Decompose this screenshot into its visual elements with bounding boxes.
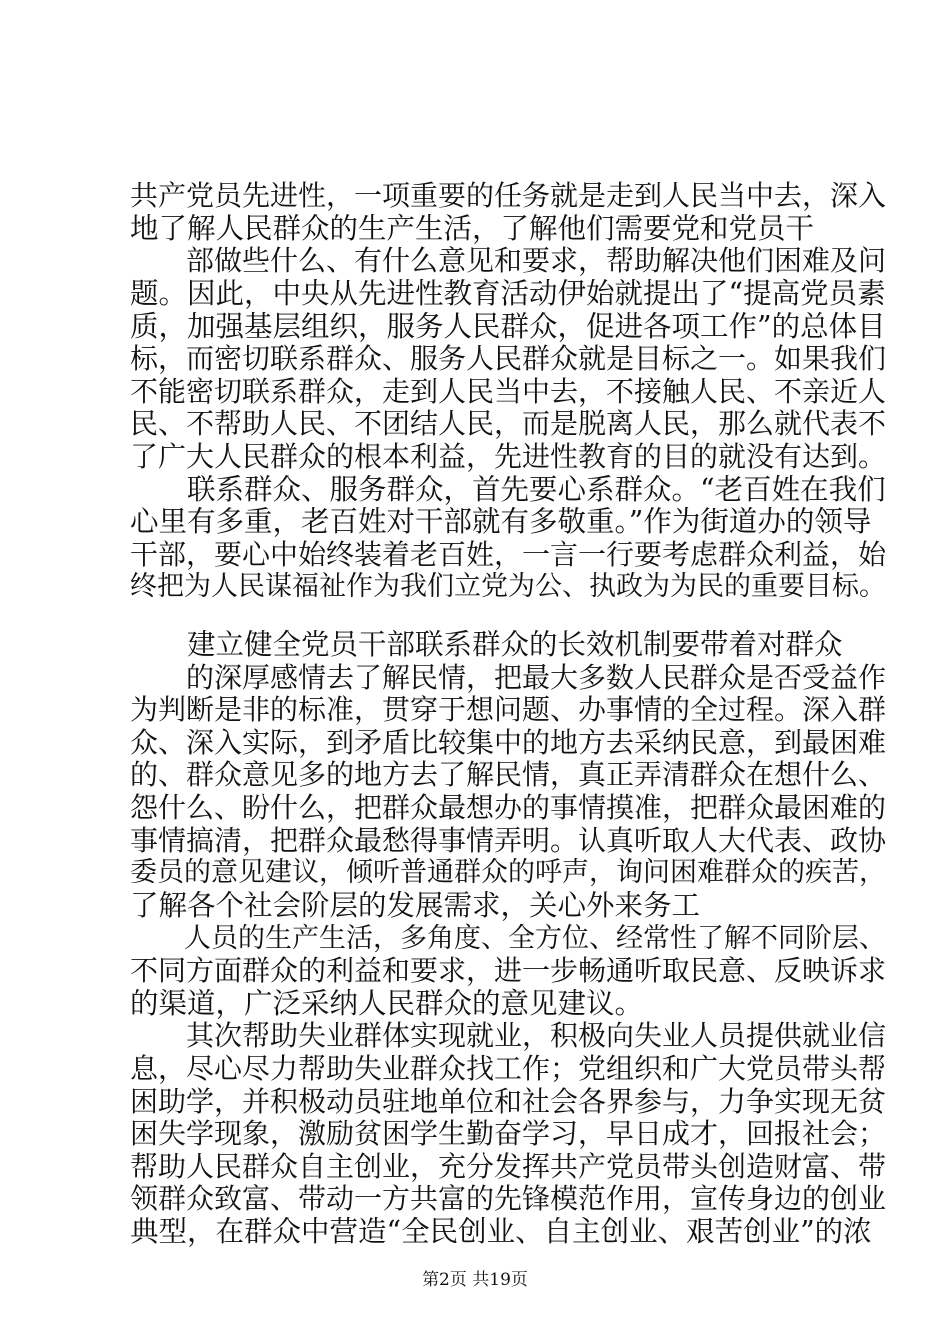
- text-line: 息，尽心尽力帮助失业群众找工作；党组织和广大党员带头帮: [130, 1051, 887, 1085]
- text-line: 不同方面群众的利益和要求，进一步畅通听取民意、反映诉求: [130, 954, 887, 988]
- text-line: 领群众致富、带动一方共富的先锋模范作用，宣传身边的创业: [130, 1182, 887, 1216]
- text-line: 众、深入实际，到矛盾比较集中的地方去采纳民意，到最困难: [130, 725, 887, 759]
- text-line: 其次帮助失业群体实现就业，积极向失业人员提供就业信: [130, 1019, 887, 1053]
- text-line: 帮助人民群众自主创业，充分发挥共产党员带头创造财富、带: [130, 1149, 887, 1183]
- text-line: 了解各个社会阶层的发展需求，关心外来务工: [130, 888, 701, 922]
- text-line: 委员的意见建议，倾听普通群众的呼声，询问困难群众的疾苦，: [130, 857, 886, 889]
- text-line: 民、不帮助人民、不团结人民，而是脱离人民，那么就代表不: [130, 407, 887, 441]
- text-line: 共产党员先进性，一项重要的任务就是走到人民当中去，深入: [130, 179, 887, 212]
- text-line: 干部，要心中始终装着老百姓，一言一行要考虑群众利益，始: [130, 537, 887, 571]
- text-line: 题。因此，中央从先进性教育活动伊始就提出了“提高党员素: [130, 276, 886, 310]
- text-line: 心里有多重，老百姓对干部就有多敬重。”作为街道办的领导: [130, 505, 872, 539]
- text-line: 人员的生产生活，多角度、全方位、经常性了解不同阶层、: [130, 922, 886, 954]
- text-line: 的深厚感情去了解民情，把最大多数人民群众是否受益作: [130, 660, 887, 694]
- text-line: 典型，在群众中营造“全民创业、自主创业、艰苦创业”的浓: [130, 1215, 872, 1248]
- text-line: 事情搞清，把群众最愁得事情弄明。认真听取人大代表、政协: [130, 823, 887, 857]
- text-line: 联系群众、服务群众，首先要心系群众。“老百姓在我们: [130, 472, 886, 506]
- text-line: 终把为人民谋福祉作为我们立党为公、执政为为民的重要目标。: [130, 571, 886, 603]
- text-line: 为判断是非的标准，贯穿于想问题、办事情的全过程。深入群: [130, 693, 887, 727]
- text-line: 建立健全党员干部联系群众的长效机制要带着对群众: [130, 628, 843, 661]
- text-line: 的、群众意见多的地方去了解民情，真正弄清群众在想什么、: [130, 758, 887, 792]
- text-line: 标，而密切联系群众、服务人民群众就是目标之一。如果我们: [130, 342, 887, 376]
- text-line: 部做些什么、有什么意见和要求，帮助解决他们困难及问: [130, 244, 887, 278]
- text-line: 质，加强基层组织，服务人民群众，促进各项工作”的总体目: [130, 309, 886, 343]
- text-line: 地了解人民群众的生产生活，了解他们需要党和党员干: [130, 211, 815, 245]
- text-line: 困助学，并积极动员驻地单位和社会各界参与，力争实现无贫: [130, 1084, 887, 1118]
- text-line: 困失学现象，激励贫困学生勤奋学习，早日成才，回报社会；: [130, 1117, 887, 1151]
- page-number: 第2页 共19页: [422, 1270, 528, 1290]
- text-line: 的渠道，广泛采纳人民群众的意见建议。: [130, 986, 644, 1020]
- text-line: 不能密切联系群众，走到人民当中去，不接触人民、不亲近人: [130, 374, 887, 408]
- text-line: 怨什么、盼什么，把群众最想办的事情摸准，把群众最困难的: [130, 791, 887, 824]
- text-line: 了广大人民群众的根本利益，先进性教育的目的就没有达到。: [130, 439, 887, 473]
